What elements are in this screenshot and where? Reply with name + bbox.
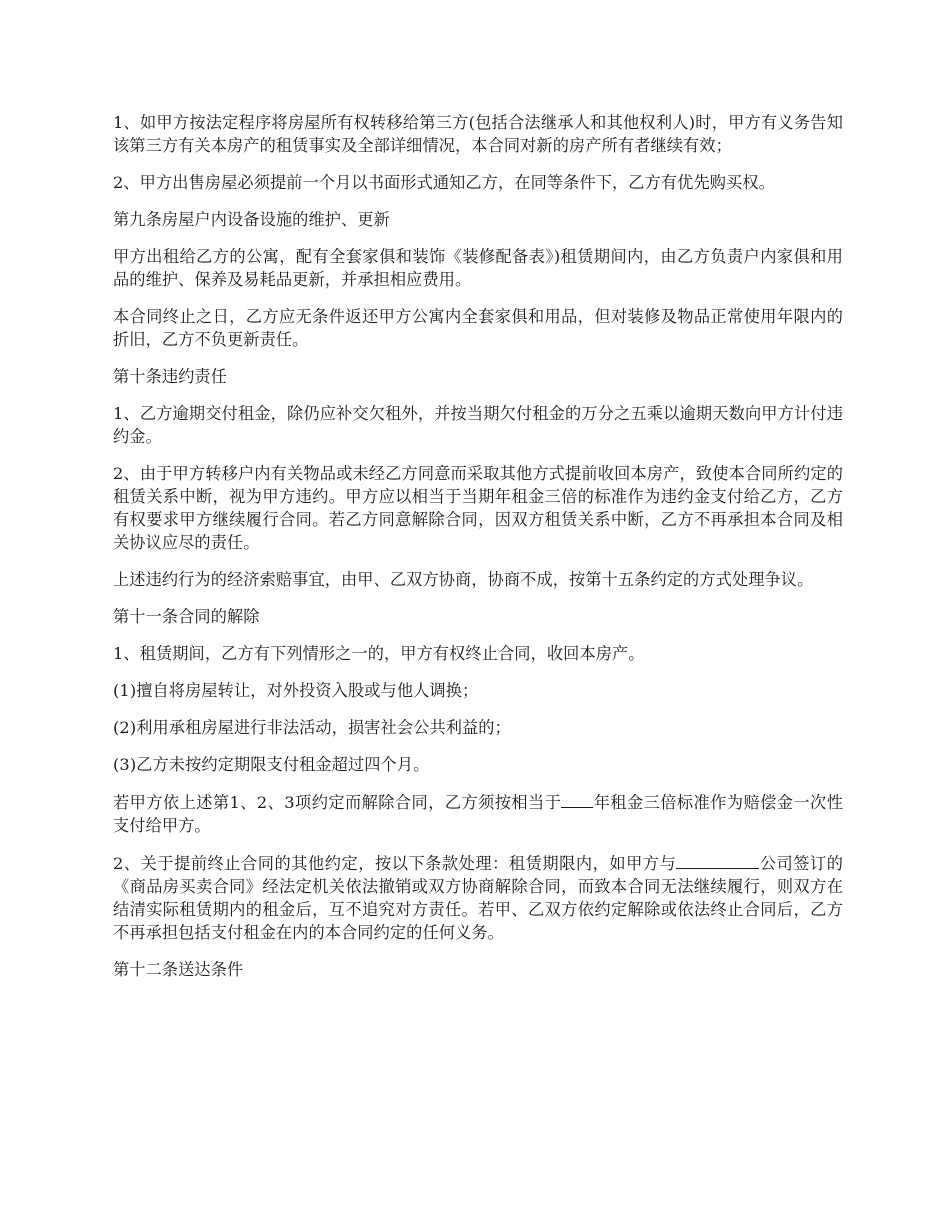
paragraph-furniture-maintenance: 甲方出租给乙方的公寓，配有全套家俱和装饰《装修配备表》)租赁期间内，由乙方负责户内家俱和用品的维护、保养及易耗品更新，并承担相应费用。 <box>113 247 843 289</box>
paragraph-compensation <box>113 790 843 837</box>
section-heading-article-9: 第九条房屋户内设备设施的维护、更新 <box>113 210 390 229</box>
document-page <box>113 111 843 995</box>
paragraph-furniture-return: 本合同终止之日，乙方应无条件返还甲方公寓内全套家俱和用品，但对装修及物品正常使用年限内的折旧，乙方不负更新责任。 <box>113 307 843 349</box>
paragraph-termination-item-1: (1)擅自将房屋转让，对外投资入股或与他人调换； <box>113 681 479 700</box>
paragraph-clause-8-1: 1、如甲方按法定程序将房屋所有权转移给第三方(包括合法继承人和其他权利人)时，甲方有义务告知该第三方有关本房产的租赁事实及全部详细情况，本合同对新的房产所有者继续有效； <box>113 113 843 155</box>
compensation-text-before-blank: 若甲方依上述第1、2、3项约定而解除合同，乙方须按相当于 <box>113 793 562 812</box>
fill-in-blank-years <box>561 790 593 808</box>
early-termination-text-before-blank: 2、关于提前终止合同的其他约定，按以下条款处理：租赁期限内，如甲方与 <box>113 854 677 873</box>
paragraph-termination-item-2: (2)利用承租房屋进行非法活动，损害社会公共利益的； <box>113 718 511 737</box>
section-heading-article-10: 第十条违约责任 <box>113 367 228 386</box>
paragraph-clause-8-2: 2、甲方出售房屋必须提前一个月以书面形式通知乙方，在同等条件下，乙方有优先购买权。 <box>113 173 775 192</box>
compensation-text-after-blank: 年租金三倍标准作为赔偿金一次性支付给甲方。 <box>113 793 843 835</box>
section-heading-article-12: 第十二条送达条件 <box>113 960 244 979</box>
paragraph-termination-item-3: (3)乙方未按约定期限支付租金超过四个月。 <box>113 755 430 774</box>
paragraph-landlord-breach: 2、由于甲方转移户内有关物品或未经乙方同意而采取其他方式提前收回本房产，致使本合同所约定的租赁关系中断，视为甲方违约。甲方应以相当于当期年租金三倍的标准作为违约金支付给乙方，乙方有权要求甲方继续履行合同。若乙方同意解除合同，因双方租赁关系中断，乙方不再承担本合同及相关协议应尽的责任。 <box>113 464 843 552</box>
section-heading-article-11: 第十一条合同的解除 <box>113 607 260 626</box>
fill-in-blank-party <box>676 851 759 869</box>
paragraph-dispute-resolution: 上述违约行为的经济索赔事宜，由甲、乙双方协商，协商不成，按第十五条约定的方式处理争议。 <box>113 570 814 589</box>
paragraph-early-termination <box>113 851 843 944</box>
early-termination-text-after-blank: 公司签订的《商品房买卖合同》经法定机关依法撤销或双方协商解除合同，而致本合同无法继续履行，则双方在结清实际租赁期内的租金后，互不追究对方责任。若甲、乙双方依约定解除或依法终止合同后，乙方不再承担包括支付租金在内的本合同约定的任何义务。 <box>113 854 843 942</box>
paragraph-termination-rights: 1、租赁期间，乙方有下列情形之一的，甲方有权终止合同，收回本房产。 <box>113 644 645 663</box>
paragraph-late-payment: 1、乙方逾期交付租金，除仍应补交欠租外，并按当期欠付租金的万分之五乘以逾期天数向甲方计付违约金。 <box>113 404 843 446</box>
